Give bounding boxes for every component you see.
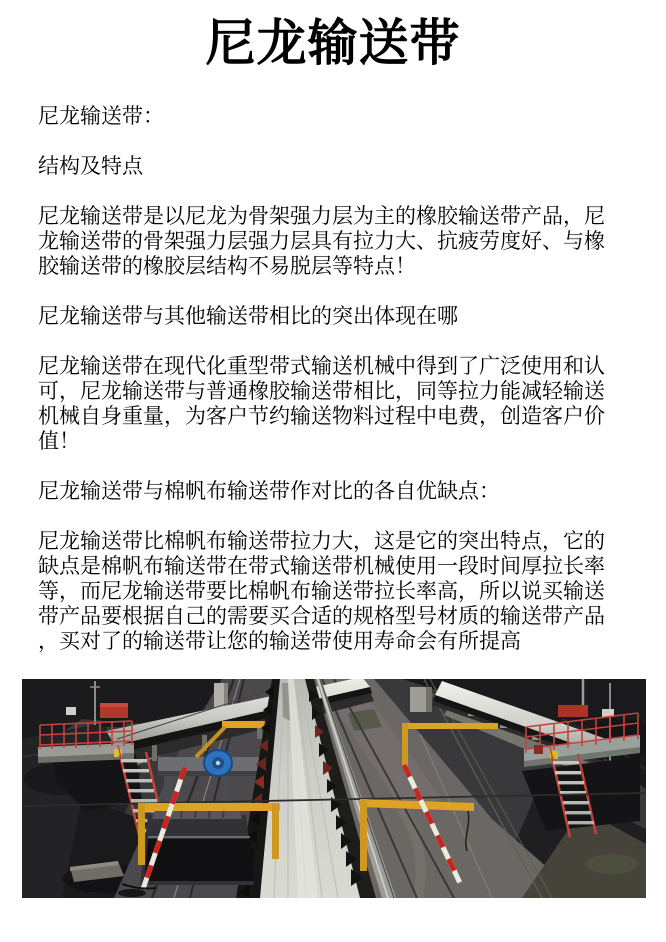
paragraph-canvas-heading: 尼龙输送带与棉帆布输送带作对比的各自优缺点：	[38, 480, 500, 503]
article-body	[0, 104, 666, 654]
paragraph-intro-label: 尼龙输送带：	[38, 105, 164, 128]
right-feeder-box	[558, 705, 588, 717]
page-title: 尼龙输送带	[205, 15, 461, 71]
paragraph-structure-heading: 结构及特点	[38, 155, 143, 178]
paragraph-canvas-text: 尼龙输送带比棉帆布输送带拉力大，这是它的突出特点，它的缺点是棉帆布输送带在带式输送带机械使用一段时间厚拉长率等，而尼龙输送带要比棉帆布输送带拉长率高，所以说买输送带产品要根据自己的需要买合适的规格型号材质的输送带产品，买对了的输送带让您的输送带使用寿命会有所提高	[38, 530, 605, 653]
conveyor-photo	[22, 679, 646, 898]
paragraph-comparison-heading: 尼龙输送带与其他输送带相比的突出体现在哪	[38, 305, 458, 328]
paragraph-structure-text: 尼龙输送带是以尼龙为骨架强力层为主的橡胶输送带产品，尼龙输送带的骨架强力层强力层具有拉力大、抗疲劳度好、与橡胶输送带的橡胶层结构不易脱层等特点！	[38, 205, 605, 278]
article	[0, 12, 666, 898]
paragraph-comparison-text: 尼龙输送带在现代化重型带式输送机械中得到了广泛使用和认可，尼龙输送带与普通橡胶输送带相比，同等拉力能减轻输送机械自身重量，为客户节约输送物料过程中电费，创造客户价值！	[38, 355, 605, 453]
right-stair-sign	[534, 745, 543, 754]
